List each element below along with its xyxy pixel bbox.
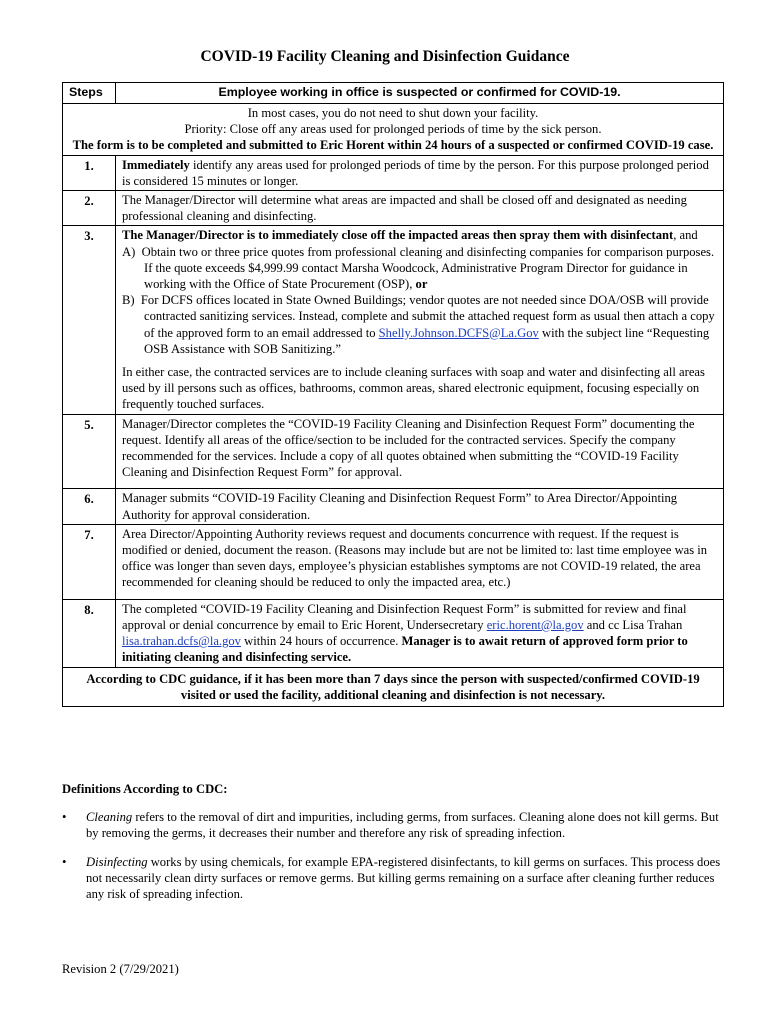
- intro-line: Priority: Close off any areas used for prolonged periods of time by the sick person.: [184, 122, 602, 137]
- footer-row: [63, 667, 724, 706]
- eric-email-link[interactable]: eric.horent@la.gov: [486, 617, 584, 632]
- intro-row: [63, 104, 724, 156]
- step-text: Immediately identify any areas used for prolonged periods of time by the person. For this purpose prolonged period is considered 15 minutes or longer.: [116, 155, 724, 190]
- step-row: [63, 191, 724, 226]
- step-text: Manager/Director completes the “COVID-19 Facility Cleaning and Disinfection Request Form” documenting the request. Identify all areas of the office/section to be included for the contracted services. Specify the company recommended for the services. Include a copy of all quotes obtained when submitting the “COVID-19 Facility Cleaning and Disinfection Request Form” for approval.: [116, 414, 724, 489]
- step-text: The Manager/Director is to immediately close off the impacted areas then spray them with disinfectant, and A) Obtain two or three price quotes from professional cleaning and disinfecting companies for comparison purposes. If the quote exceeds $4,999.99 contact Marsha Woodcock, Administrative Program Director for guidance in working with the Office of State Procurement (OSP), or B) For DCFS offices located in State Owned Buildings; vendor quotes are not needed since DOA/OSB will provide contracted sanitizing services. Instead, complete and submit the attached request form as usual then attach a copy of the approved form to an email addressed to Shelly.Johnson.DCFS@La.Gov with the subject line “Requesting OSB Assistance with SOB Sanitizing.” In either case, the contracted services are to include cleaning surfaces with soap and water and disinfecting all areas used by ill persons such as offices, bathrooms, common areas, shared electronic equipment, focusing especially on frequently touched surfaces.: [116, 226, 724, 414]
- step-text: Area Director/Appointing Authority reviews request and documents concurrence with request. If the request is modified or denied, document the reason. (Reasons may include but are not be limited to: last time employee was in office was longer than seven days, employee’s physician establishes symptoms are not COVID-19 related, the area recommended for cleaning should be reduced to only the impacted area, etc.): [116, 524, 724, 599]
- step-number: 8.: [63, 599, 116, 667]
- step-number: 3.: [63, 226, 116, 414]
- option-a: A) Obtain two or three price quotes from professional cleaning and disinfecting companies for comparison purposes. If the quote exceeds $4,999.99 contact Marsha Woodcock, Administrative Program Director for guidance in working with the Office of State Procurement (OSP), or: [122, 244, 715, 292]
- step-number: 7.: [63, 524, 116, 599]
- lisa-email-link[interactable]: lisa.trahan.dcfs@la.gov: [122, 634, 241, 649]
- step-row: [63, 524, 724, 599]
- step-number: 1.: [63, 155, 116, 190]
- osb-email-link[interactable]: Shelly.Johnson.DCFS@La.Gov: [378, 325, 539, 340]
- intro-line: In most cases, you do not need to shut down your facility.: [247, 106, 539, 120]
- step-number: 6.: [63, 489, 116, 524]
- intro-submission-note: The form is to be completed and submitted to Eric Horent within 24 hours of a suspected or confirmed COVID-19 case.: [72, 138, 714, 153]
- list-item: • Disinfecting works by using chemicals, for example EPA-registered disinfectants, to kill germs on surfaces. This process does not necessarily clean dirty surfaces or remove germs. But killing germs remaining on a surface after cleaning further reduces any risk of spreading infection.: [62, 854, 721, 902]
- list-item: • Cleaning refers to the removal of dirt and impurities, including germs, from surfaces. Cleaning alone does not kill germs. But by removing the germs, it decreases their number and therefore any risk of spreading infection.: [62, 810, 719, 841]
- page-title: COVID-19 Facility Cleaning and Disinfection Guidance: [200, 48, 570, 65]
- step-row: [63, 414, 724, 489]
- table-header-row: [63, 83, 724, 104]
- step-text: Manager submits “COVID-19 Facility Cleaning and Disinfection Request Form” to Area Director/Appointing Authority for approval consideration.: [116, 489, 724, 524]
- step-number: 2.: [63, 191, 116, 226]
- bullet-icon: •: [62, 854, 67, 869]
- step-text: The completed “COVID-19 Facility Cleaning and Disinfection Request Form” is submitted for review and final approval or denial concurrence by email to Eric Horent, Undersecretary eric.horent@la.gov and cc Lisa Trahan lisa.trahan.dcfs@la.gov within 24 hours of occurrence. Manager is to await return of approved form prior to initiating cleaning and disinfecting service.: [116, 599, 724, 667]
- step-row: [63, 226, 724, 414]
- step-row: [63, 599, 724, 667]
- either-case-note: In either case, the contracted services are to include cleaning surfaces with soap and water and disinfecting all areas used by ill persons such as offices, bathrooms, common areas, shared electronic equipment, focusing especially on frequently touched surfaces.: [122, 365, 705, 412]
- step-number: 5.: [63, 414, 116, 489]
- guidance-table: [62, 82, 724, 707]
- step-text: The Manager/Director will determine what areas are impacted and shall be closed off and designated as needing professional cleaning and disinfecting.: [116, 191, 724, 226]
- step-row: [63, 489, 724, 524]
- definitions-title: Definitions According to CDC:: [62, 782, 228, 796]
- bullet-icon: •: [62, 810, 67, 825]
- steps-column-header: Steps: [63, 83, 116, 104]
- definitions-list: [62, 809, 722, 902]
- cdc-guidance-note: According to CDC guidance, if it has been more than 7 days since the person with suspected/confirmed COVID-19 visited or used the facility, additional cleaning and disinfection is not necessary.: [63, 667, 724, 706]
- definitions-section: [62, 781, 722, 914]
- main-column-header: Employee working in office is suspected or confirmed for COVID-19.: [116, 83, 724, 104]
- step-row: [63, 155, 724, 190]
- option-b: B) For DCFS offices located in State Owned Buildings; vendor quotes are not needed since DOA/OSB will provide contracted sanitizing services. Instead, complete and submit the attached request form as usual then attach a copy of the approved form to an email addressed to Shelly.Johnson.DCFS@La.Gov with the subject line “Requesting OSB Assistance with SOB Sanitizing.”: [122, 293, 715, 356]
- revision-label: Revision 2 (7/29/2021): [62, 962, 179, 976]
